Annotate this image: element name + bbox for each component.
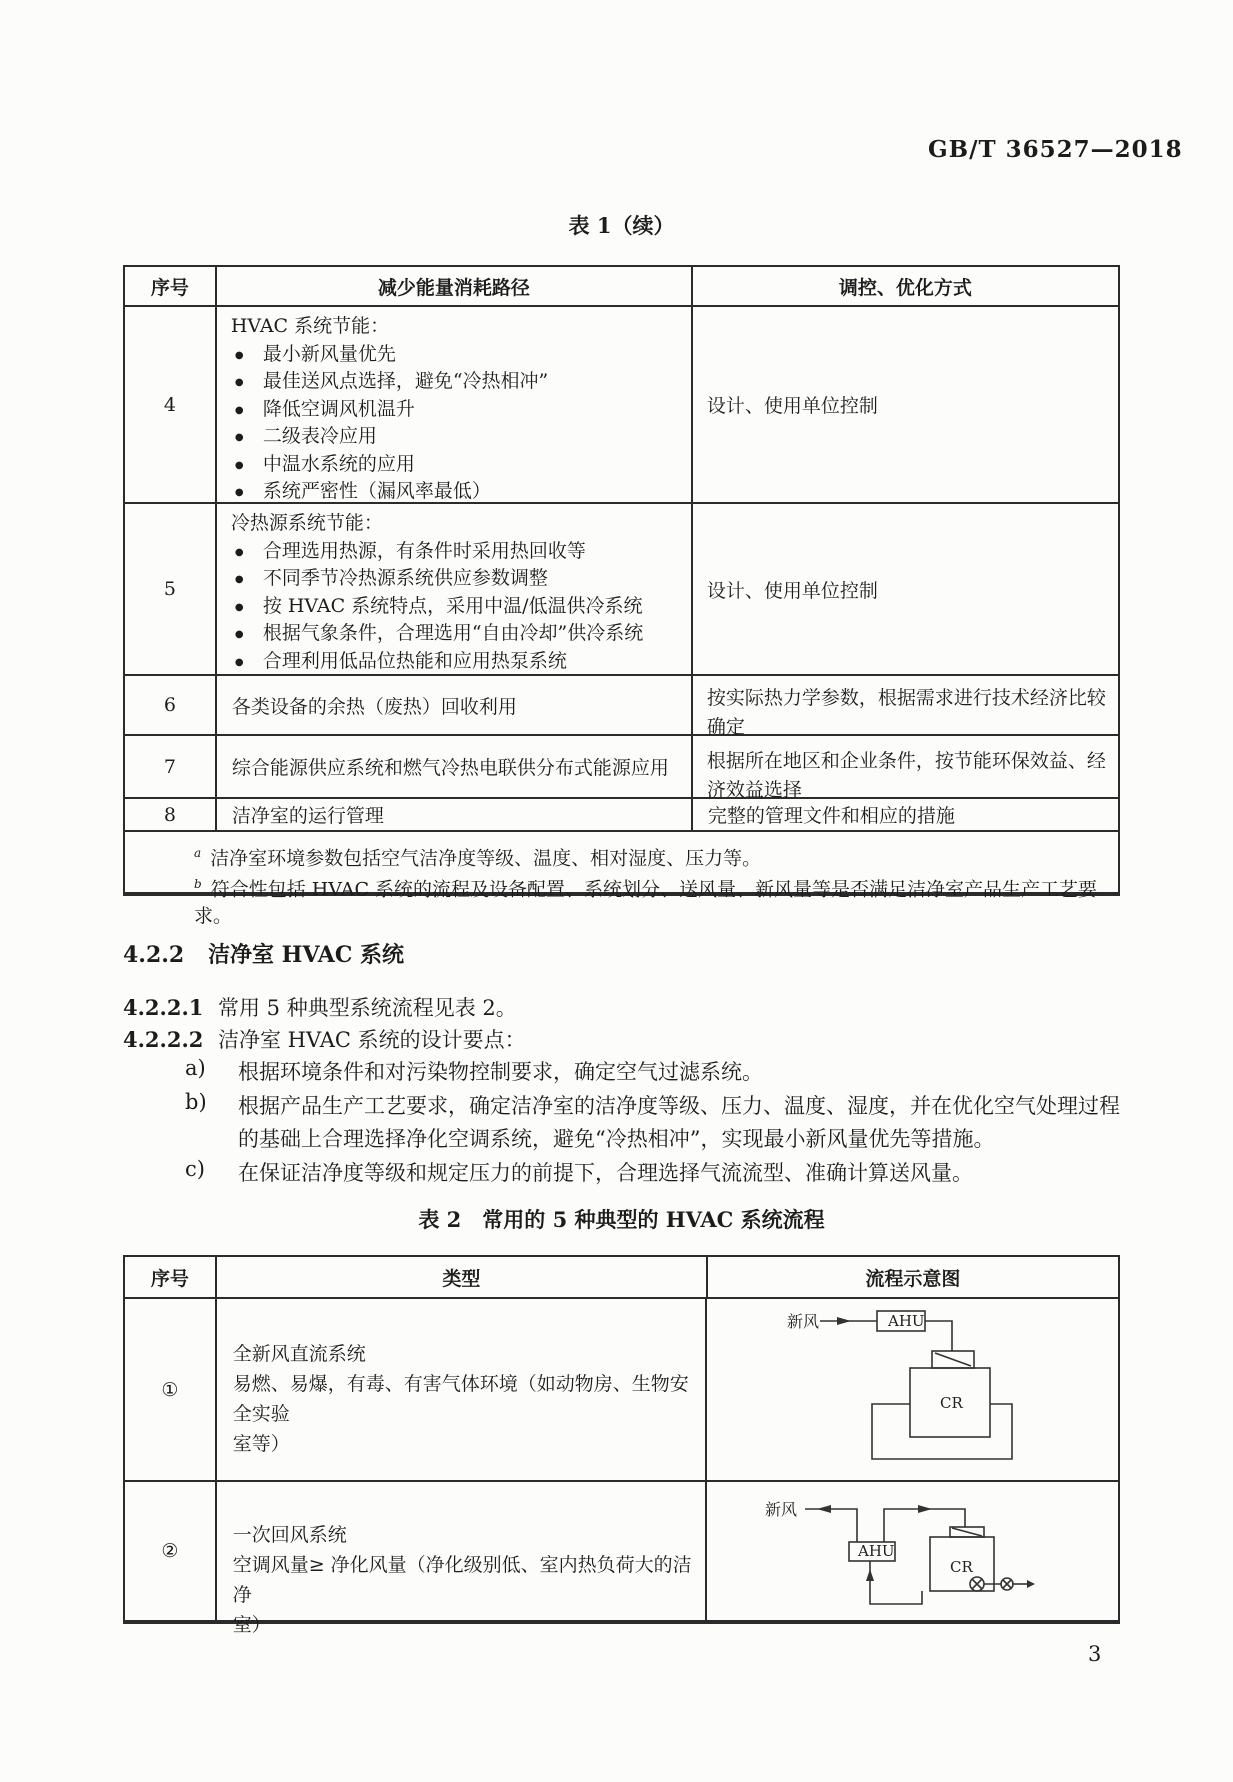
row4-no: 4 xyxy=(163,393,176,416)
table1-col-no: 序号 xyxy=(150,276,189,299)
table1-row-6 xyxy=(125,674,1118,738)
clause-text: 常用 5 种典型系统流程见表 2。 xyxy=(218,996,517,1020)
item-c-marker: c) xyxy=(185,1157,205,1181)
table2-title: 表 2 常用的 5 种典型的 HVAC 系统流程 xyxy=(418,1207,825,1232)
ahu-label: AHU xyxy=(858,1542,895,1560)
table1-header-row xyxy=(125,267,1118,305)
t2row2-type-desc2: 室） xyxy=(232,1614,271,1636)
row4-title: HVAC 系统节能： xyxy=(230,315,390,337)
item-b-marker: b) xyxy=(185,1090,207,1114)
t2row1-type-title: 全新风直流系统 xyxy=(232,1343,366,1365)
item-b-line1: 根据产品生产工艺要求，确定洁净室的洁净度等级、压力、温度、湿度，并在优化空气处理过程 xyxy=(238,1094,1120,1118)
item-a-text: 根据环境条件和对污染物控制要求，确定空气过滤系统。 xyxy=(238,1060,763,1084)
row4-path-cell xyxy=(215,307,691,502)
list-item: ● 最小新风量优先 xyxy=(231,341,685,369)
list-item: ● 系统严密性（漏风率最低） xyxy=(231,478,685,506)
standard-code: GB/T 36527—2018 xyxy=(928,136,1183,163)
list-item: ● 根据气象条件，合理选用“自由冷却”供冷系统 xyxy=(231,620,685,648)
footnote-a xyxy=(194,840,1108,871)
table2-header-row xyxy=(125,1257,1118,1297)
table1-row-5 xyxy=(125,502,1118,674)
fresh-air-label: 新风 xyxy=(765,1500,798,1519)
hvac-flow-diagram-2 xyxy=(707,1482,1118,1618)
return-arrow-icon xyxy=(866,1569,874,1581)
list-item: ● 不同季节冷热源系统供应参数调整 xyxy=(231,565,685,593)
row5-no: 5 xyxy=(163,578,176,600)
table2-row-1 xyxy=(125,1297,1118,1480)
heading-number: 4.2.2 xyxy=(123,942,185,968)
t2row2-diagram-cell xyxy=(705,1482,1118,1620)
return-air-duct-line xyxy=(870,1561,922,1604)
t2row1-type-desc: 易燃、易爆，有毒、有害气体环境（如动物房、生物安全实验 xyxy=(232,1373,689,1425)
row6-no: 6 xyxy=(163,694,176,716)
heading-title: 洁净室 HVAC 系统 xyxy=(208,942,405,968)
list-item: ● 降低空调风机温升 xyxy=(231,396,685,424)
row6-ctrl xyxy=(691,676,1118,738)
flow-arrow-icon xyxy=(918,1505,932,1513)
row7-path: 综合能源供应系统和燃气冷热电联供分布式能源应用 xyxy=(215,736,691,797)
t2row1-type-desc2: 室等） xyxy=(232,1433,290,1455)
table2-row-2 xyxy=(125,1480,1118,1636)
item-c-text: 在保证洁净度等级和规定压力的前提下，合理选择气流流型、准确计算送风量。 xyxy=(238,1161,973,1185)
table1-title: 表 1（续） xyxy=(568,213,675,238)
t2row1-no: ① xyxy=(161,1378,179,1401)
row7-ctrl-line2: 济效益选择 xyxy=(706,779,802,801)
row7-ctrl-line1: 根据所在地区和企业条件，按节能环保效益、经 xyxy=(706,750,1106,772)
table1-footnote-row xyxy=(125,830,1118,927)
t2row2-type-cell xyxy=(215,1482,705,1636)
row7-no: 7 xyxy=(163,755,176,778)
flow-arrow-icon xyxy=(817,1505,831,1513)
page-number: 3 xyxy=(1088,1642,1102,1666)
row4-ctrl: 设计、使用单位控制 xyxy=(691,307,1118,502)
clause-4-2-2-1 xyxy=(123,992,517,1022)
flow-arrow-icon xyxy=(837,1317,851,1325)
t2row2-no: ② xyxy=(161,1540,179,1562)
table2-col-type: 类型 xyxy=(215,1257,706,1297)
table1-col-path: 减少能量消耗路径 xyxy=(215,267,691,305)
hvac-flow-diagram-1 xyxy=(707,1299,1118,1478)
table2 xyxy=(123,1255,1120,1636)
row5-title: 冷热源系统节能： xyxy=(230,512,383,534)
clause-number: 4.2.2.1 xyxy=(123,995,204,1020)
footnote-a-marker: a xyxy=(194,846,202,860)
table2-col-no: 序号 xyxy=(150,1267,189,1290)
table1-row-8 xyxy=(125,797,1118,830)
row5-ctrl: 设计、使用单位控制 xyxy=(691,504,1118,674)
table1-col-ctrl: 调控、优化方式 xyxy=(691,267,1118,305)
item-b-line2: 的基础上合理选择净化空调系统，避免“冷热相冲”，实现最小新风量优先等措施。 xyxy=(238,1127,995,1151)
clause-4-2-2-2 xyxy=(123,1024,526,1054)
footnote-b-marker: b xyxy=(194,877,202,892)
t2row2-type-desc: 空调风量≥ 净化风量（净化级别低、室内热负荷大的洁净 xyxy=(232,1554,692,1606)
list-item: ● 按 HVAC 系统特点，采用中温/低温供冷系统 xyxy=(231,593,685,621)
footnote-b-text: 符合性包括 HVAC 系统的流程及设备配置、系统划分、送风量、新风量等是否满足洁净室产品生产工艺要求。 xyxy=(194,878,1098,927)
heading-4-2-2 xyxy=(123,938,404,969)
list-item: ● 合理利用低品位热能和应用热泵系统 xyxy=(231,648,685,676)
footnote-b xyxy=(194,871,1108,928)
row5-path-cell xyxy=(215,504,691,674)
footnote-a-text: 洁净室环境参数包括空气洁净度等级、温度、相对湿度、压力等。 xyxy=(210,847,762,870)
list-item: ● 二级表冷应用 xyxy=(231,423,685,451)
cr-label: CR xyxy=(950,1558,973,1576)
list-item: ● 中温水系统的应用 xyxy=(231,451,685,479)
ahu-label: AHU xyxy=(888,1312,925,1330)
table1 xyxy=(123,265,1120,927)
row6-ctrl-line1: 按实际热力学参数，根据需求进行技术经济比较 xyxy=(706,687,1106,709)
row7-ctrl xyxy=(691,736,1118,801)
t2row1-diagram-cell xyxy=(705,1299,1118,1480)
table1-row-7 xyxy=(125,734,1118,801)
table1-row-4 xyxy=(125,305,1118,502)
row5-bullet-list xyxy=(231,538,685,676)
t2row1-type-cell xyxy=(215,1299,705,1480)
item-a-marker: a) xyxy=(185,1056,206,1080)
exhaust-duct-line xyxy=(872,1404,1012,1459)
table2-col-diagram: 流程示意图 xyxy=(706,1257,1118,1297)
fresh-air-label: 新风 xyxy=(787,1312,820,1331)
row8-no: 8 xyxy=(163,803,176,826)
list-item: ● 合理选用热源，有条件时采用热回收等 xyxy=(231,538,685,566)
row6-ctrl-line2: 确定 xyxy=(706,716,745,738)
row4-bullet-list xyxy=(231,341,685,506)
row8-path: 洁净室的运行管理 xyxy=(215,799,691,830)
clause-text: 洁净室 HVAC 系统的设计要点： xyxy=(218,1028,526,1052)
row8-ctrl: 完整的管理文件和相应的措施 xyxy=(691,799,1118,830)
cr-label: CR xyxy=(940,1394,963,1412)
t2row2-type-title: 一次回风系统 xyxy=(232,1524,347,1546)
list-item: ● 最佳送风点选择，避免“冷热相冲” xyxy=(231,368,685,396)
clause-number: 4.2.2.2 xyxy=(123,1027,204,1052)
exhaust-arrow-icon xyxy=(1027,1580,1035,1588)
row6-path: 各类设备的余热（废热）回收利用 xyxy=(215,676,691,734)
